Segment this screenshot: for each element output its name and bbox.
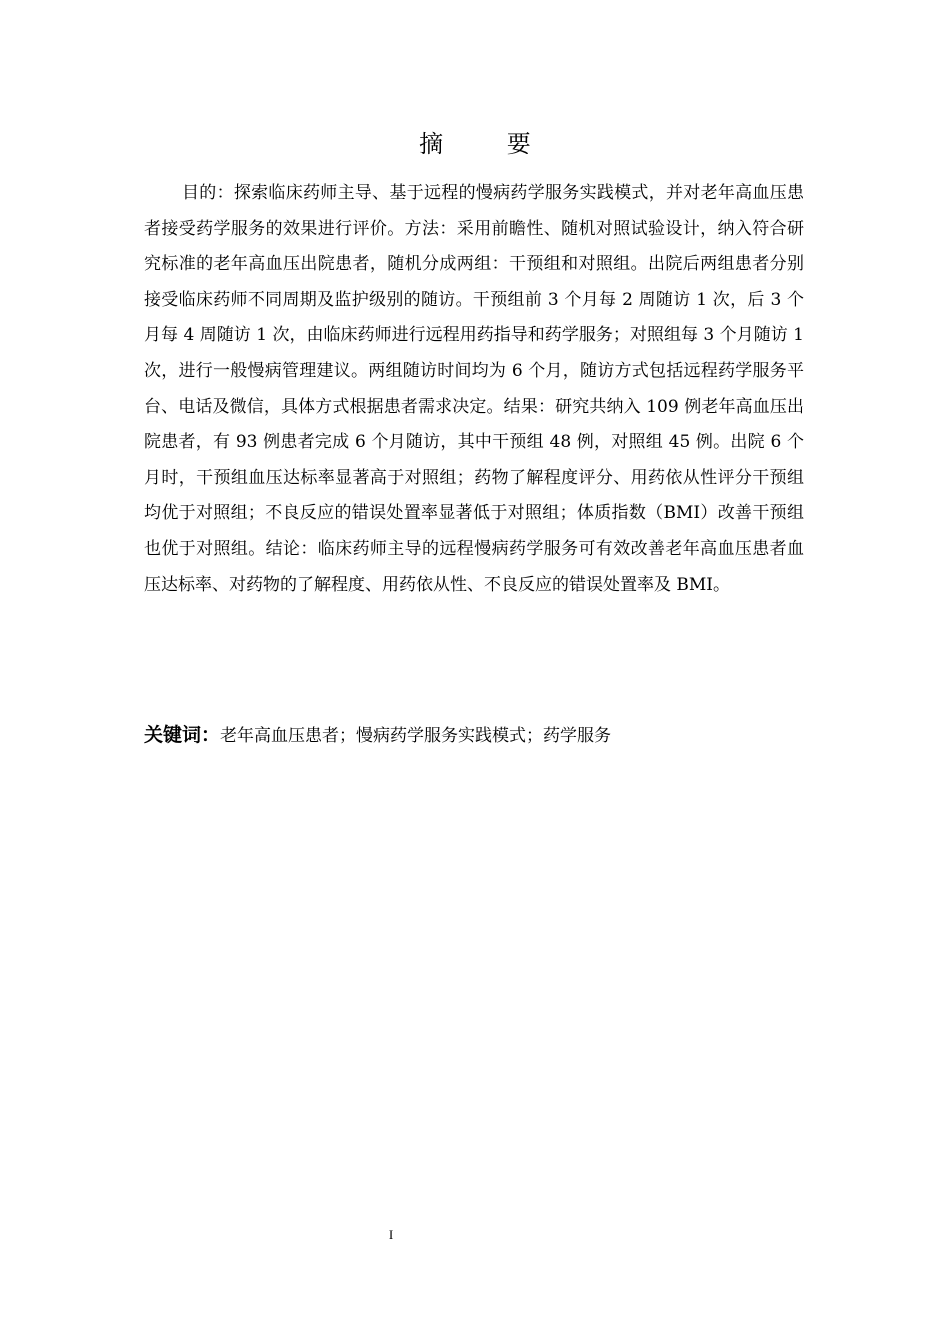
keywords-label: 关键词： <box>144 724 221 746</box>
keywords-text: 老年高血压患者；慢病药学服务实践模式；药学服务 <box>220 726 612 746</box>
page-number: I <box>388 1227 394 1242</box>
abstract-title: 摘 要 <box>419 130 559 158</box>
abstract-body: 目的：探索临床药师主导、基于远程的慢病药学服务实践模式，并对老年高血压患者接受药学服务的效果进行评价。方法：采用前瞻性、随机对照试验设计，纳入符合研究标准的老年高血压出院患者，随机分成两组：干预组和对照组。出院后两组患者分别接受临床药师不同周期及监护级别的随访。干预组前 3 个月每 2 周随访 1 次，后 3 个月每 4 周随访 1 次，由临床药师进行远程用药指导和药学服务；对照组每 3 个月随访 1 次，进行一般慢病管理建议。两组随访时间均为 6 个月，随访方式包括远程药学服务平台、电话及微信，具体方式根据患者需求决定。结果：研究共纳入 109 例老年高血压出院患者，有 93 例患者完成 6 个月随访，其中干预组 48 例，对照组 45 例。出院 6 个月时，干预组血压达标率显著高于对照组；药物了解程度评分、用药依从性评分干预组均优于对照组；不良反应的错误处置率显著低于对照组；体质指数（BMI）改善干预组也优于对照组。结论：临床药师主导的远程慢病药学服务可有效改善老年高血压患者血压达标率、对药物的了解程度、用药依从性、不良反应的错误处置率及 BMI。 <box>144 183 804 595</box>
keywords-line <box>144 718 804 753</box>
